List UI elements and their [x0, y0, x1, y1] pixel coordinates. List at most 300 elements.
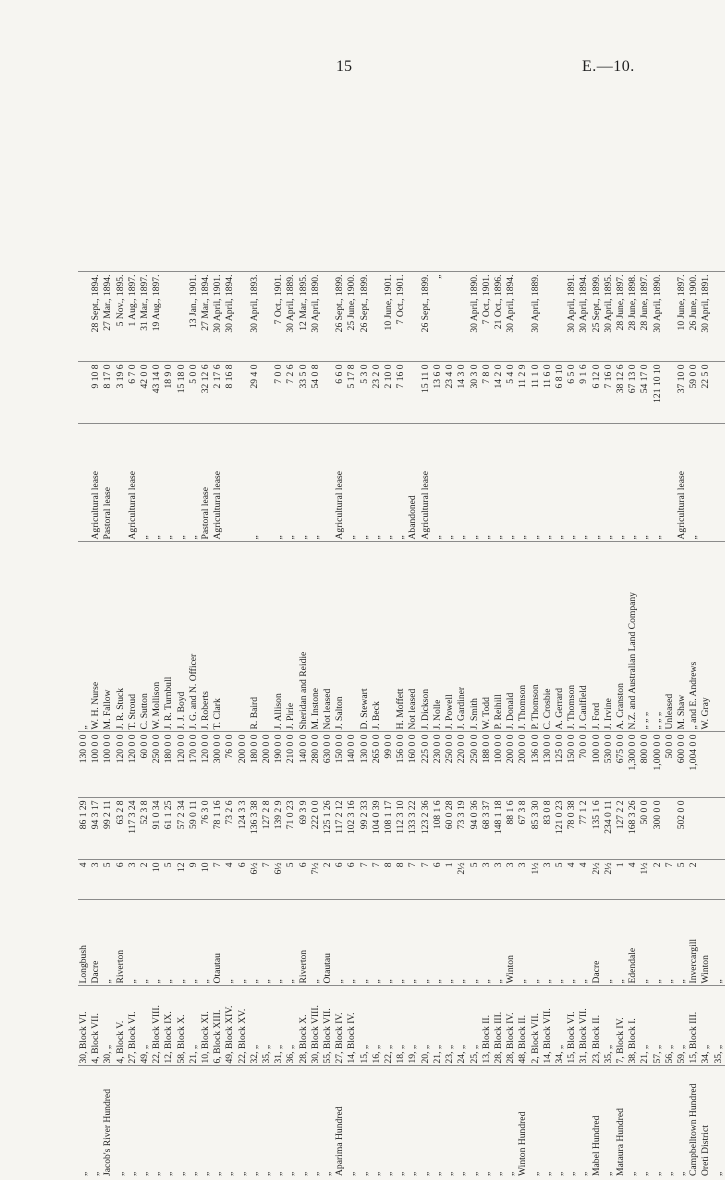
tenure-cell: „	[383, 424, 395, 542]
area-cell: 102 3 16	[346, 798, 358, 860]
remarks-cell	[676, 88, 688, 272]
lessee-cell: C. Sutton	[139, 542, 151, 732]
remarks-cell	[212, 88, 224, 272]
date-cell: 19 Aug., 1897.	[151, 272, 163, 362]
lessee-cell: W. H. Nurse	[90, 542, 102, 732]
lessee-cell	[224, 542, 236, 732]
value-cell: 130 0 0	[542, 732, 554, 798]
rental-cell: 8 17 0	[102, 362, 114, 424]
district-cell: „	[456, 1171, 468, 1176]
district-cell: „	[358, 1171, 370, 1176]
survey-district-cell: „	[713, 900, 725, 986]
date-cell: 30 April, 1895.	[603, 272, 615, 362]
lessee-cell: Unleased	[664, 542, 676, 732]
value-cell: 120 0 0	[200, 732, 212, 798]
district-cell: „	[663, 1171, 675, 1176]
rental-cell: 13 6 0	[432, 362, 444, 424]
lessee-cell: Not leased	[322, 542, 334, 732]
district-cell: „	[285, 1171, 297, 1176]
distance-cell: 5	[102, 860, 114, 900]
remarks-cell	[310, 88, 322, 272]
date-cell	[237, 272, 249, 362]
rental-cell: 22 5 0	[700, 362, 712, 424]
date-cell: 30 April, 1890.	[310, 272, 322, 362]
date-cell: 28 June, 1897.	[615, 272, 627, 362]
rental-cell: 9 1 6	[578, 362, 590, 424]
tenure-cell: „	[615, 424, 627, 542]
area-cell: 112 3 10	[395, 798, 407, 860]
section-cell: 48, Block II.	[517, 986, 529, 1066]
date-cell	[456, 272, 468, 362]
value-cell: 100 0 0	[493, 732, 505, 798]
lessee-cell: J. Gardiner	[456, 542, 468, 732]
area-cell: 108 1 6	[432, 798, 444, 860]
survey-district-cell: „	[224, 900, 236, 986]
tenure-cell: „	[395, 424, 407, 542]
section-cell: 13, Block II.	[481, 986, 493, 1066]
survey-district-cell: Otautau	[322, 900, 334, 986]
date-cell: 30 April, 1893.	[249, 272, 261, 362]
remarks-cell	[615, 88, 627, 272]
table-row	[151, 88, 163, 1178]
section-cell: 34, „	[700, 986, 712, 1066]
district-cell: „	[187, 1171, 199, 1176]
date-cell: 25 June, 1900.	[346, 272, 358, 362]
rental-cell	[407, 362, 419, 424]
distance-cell: 12	[176, 860, 188, 900]
tenure-cell	[261, 424, 273, 542]
remarks-cell	[298, 88, 310, 272]
section-cell: 15, Block III.	[688, 986, 700, 1066]
district-cell: „	[627, 1171, 639, 1176]
table-row	[188, 88, 200, 1178]
tenure-cell: „	[139, 424, 151, 542]
table-row	[371, 88, 383, 1178]
date-cell	[78, 272, 90, 362]
survey-district-cell: „	[188, 900, 200, 986]
area-cell: 502 0 0	[676, 798, 688, 860]
tenure-cell: „	[310, 424, 322, 542]
tenure-cell: „	[554, 424, 566, 542]
distance-cell: 3	[493, 860, 505, 900]
district-cell: „	[395, 1171, 407, 1176]
section-cell: 10, Block XI.	[200, 986, 212, 1066]
section-cell: 15, Block VI.	[566, 986, 578, 1066]
rental-cell: 23 4 0	[444, 362, 456, 424]
value-cell: 170 0 0	[188, 732, 200, 798]
area-cell: 60 0 28	[444, 798, 456, 860]
district-cell: Campbelltown Hundred	[688, 1083, 700, 1176]
section-cell: 14, Block VII.	[542, 986, 554, 1066]
date-cell: 10 June, 1897.	[676, 272, 688, 362]
survey-district-cell: „	[566, 900, 578, 986]
area-cell: 76 3 0	[200, 798, 212, 860]
survey-district-cell: „	[334, 900, 346, 986]
area-cell: 117 2 12	[334, 798, 346, 860]
date-cell: 10 June, 1901.	[383, 272, 395, 362]
survey-district-cell: Winton	[505, 900, 517, 986]
survey-district-cell: „	[139, 900, 151, 986]
table-row	[639, 88, 651, 1178]
remarks-cell	[395, 88, 407, 272]
date-cell	[371, 272, 383, 362]
remarks-cell	[566, 88, 578, 272]
section-cell: 56, „	[664, 986, 676, 1066]
tenure-cell: „	[627, 424, 639, 542]
district-cell: „	[163, 1171, 175, 1176]
district-cell: „	[578, 1171, 590, 1176]
section-cell: 55, Block VII.	[322, 986, 334, 1066]
remarks-cell	[200, 88, 212, 272]
value-cell: 190 0 0	[273, 732, 285, 798]
remarks-cell	[102, 88, 114, 272]
table-row	[664, 88, 676, 1178]
value-cell: 60 0 0	[139, 732, 151, 798]
lessee-cell: M. Shaw	[676, 542, 688, 732]
survey-district-cell: „	[517, 900, 529, 986]
date-cell: 26 June, 1900.	[688, 272, 700, 362]
rotated-table-container	[78, 88, 724, 1178]
district-cell: „	[212, 1171, 224, 1176]
table-row	[432, 88, 444, 1178]
area-cell: 50 0 0	[639, 798, 651, 860]
tenure-cell	[700, 424, 712, 542]
tenure-cell: „	[566, 424, 578, 542]
page-number: 15	[336, 58, 352, 75]
distance-cell: 7	[212, 860, 224, 900]
district-cell: „	[151, 1171, 163, 1176]
table-row	[407, 88, 419, 1178]
tenure-cell: „	[517, 424, 529, 542]
remarks-cell	[542, 88, 554, 272]
survey-district-cell: „	[285, 900, 297, 986]
district-cell: „	[407, 1171, 419, 1176]
table-row	[237, 88, 249, 1178]
distance-cell: 3	[505, 860, 517, 900]
rental-cell: 121 10 10	[652, 362, 664, 424]
area-cell: 69 3 9	[298, 798, 310, 860]
distance-cell: 7	[359, 860, 371, 900]
survey-district-cell: „	[432, 900, 444, 986]
lessee-cell: J. Irvine	[603, 542, 615, 732]
value-cell: 100 0 0	[102, 732, 114, 798]
tenure-cell: „	[603, 424, 615, 542]
remarks-cell	[163, 88, 175, 272]
area-cell: 148 1 18	[493, 798, 505, 860]
date-cell: 12 Mar., 1895.	[298, 272, 310, 362]
remarks-cell	[481, 88, 493, 272]
area-cell: 57 2 34	[176, 798, 188, 860]
lessee-cell: J. Roberts	[200, 542, 212, 732]
area-cell: 73 2 6	[224, 798, 236, 860]
lessee-cell: J. Pirie	[285, 542, 297, 732]
lessee-cell	[713, 542, 725, 732]
tenure-cell: „	[285, 424, 297, 542]
date-cell: 31 Mar., 1897.	[139, 272, 151, 362]
lessee-cell: Not leased	[407, 542, 419, 732]
section-cell: 22, Block XV.	[237, 986, 249, 1066]
lessee-cell: N.Z. and Australian Land Company	[627, 542, 639, 732]
remarks-cell	[261, 88, 273, 272]
table-row	[176, 88, 188, 1178]
distance-cell: 7	[371, 860, 383, 900]
section-cell: 38, Block I.	[627, 986, 639, 1066]
date-cell: 26 Sept., 1899.	[334, 272, 346, 362]
survey-district-cell: „	[578, 900, 590, 986]
value-cell: 156 0 0	[395, 732, 407, 798]
distance-cell: 6	[237, 860, 249, 900]
area-cell: 88 1 6	[505, 798, 517, 860]
district-cell: „	[431, 1171, 443, 1176]
table-row	[163, 88, 175, 1178]
district-cell: Mabel Hundred	[590, 1115, 602, 1176]
survey-district-cell: „	[420, 900, 432, 986]
tenure-cell: Agricultural lease	[127, 424, 139, 542]
remarks-cell	[627, 88, 639, 272]
district-cell: Mataura Hundred	[614, 1108, 626, 1176]
tenure-cell: „	[591, 424, 603, 542]
value-cell: 200 0 0	[237, 732, 249, 798]
survey-district-cell: „	[407, 900, 419, 986]
distance-cell: 2½	[591, 860, 603, 900]
section-cell: 22, „	[383, 986, 395, 1066]
tenure-cell: „	[505, 424, 517, 542]
area-cell: 117 3 24	[127, 798, 139, 860]
area-cell: 61 1 25	[163, 798, 175, 860]
date-cell: 13 Jan., 1901.	[188, 272, 200, 362]
rental-cell: 5 4 0	[505, 362, 517, 424]
tenure-cell: Pastoral lease	[102, 424, 114, 542]
district-cell: „	[78, 1171, 89, 1176]
lessee-cell: H. Moffett	[395, 542, 407, 732]
tenure-cell: „	[298, 424, 310, 542]
section-cell: 23, „	[444, 986, 456, 1066]
lessee-cell: J. Thomson	[517, 542, 529, 732]
distance-cell: 3	[90, 860, 102, 900]
table-row	[334, 88, 346, 1178]
area-cell: 91 0 34	[151, 798, 163, 860]
lessee-cell	[346, 542, 358, 732]
district-cell: Aparima Hundred	[334, 1106, 346, 1176]
remarks-cell	[346, 88, 358, 272]
survey-district-cell: „	[530, 900, 542, 986]
value-cell: 265 0 0	[371, 732, 383, 798]
date-cell: 28 June, 1898.	[627, 272, 639, 362]
district-cell: „	[541, 1171, 553, 1176]
lessee-cell: J. Donald	[505, 542, 517, 732]
rental-cell: 6 8 10	[554, 362, 566, 424]
district-cell: „	[383, 1171, 395, 1176]
date-cell	[322, 272, 334, 362]
survey-district-cell: „	[200, 900, 212, 986]
value-cell: 100 0 0	[90, 732, 102, 798]
area-cell	[700, 798, 712, 860]
area-cell: 94 3 17	[90, 798, 102, 860]
distance-cell: 7½	[310, 860, 322, 900]
district-cell: „	[370, 1171, 382, 1176]
remarks-cell	[505, 88, 517, 272]
value-cell: 250 0 0	[151, 732, 163, 798]
tenure-cell: „	[688, 424, 700, 542]
distance-cell: 10	[151, 860, 163, 900]
district-cell: „	[480, 1171, 492, 1176]
rental-cell	[322, 362, 334, 424]
section-cell: 27, Block VI.	[127, 986, 139, 1066]
remarks-cell	[578, 88, 590, 272]
rental-cell: 3 19 6	[115, 362, 127, 424]
date-cell: 30 April, 1894.	[578, 272, 590, 362]
section-cell: 49, „	[139, 986, 151, 1066]
lessee-cell: W. Mollison	[151, 542, 163, 732]
distance-cell: 2	[322, 860, 334, 900]
section-cell: 22, Block VIII.	[151, 986, 163, 1066]
date-cell	[713, 272, 725, 362]
rental-cell	[78, 362, 90, 424]
remarks-cell	[273, 88, 285, 272]
table-row	[90, 88, 102, 1178]
lessee-cell: J. Dickson	[420, 542, 432, 732]
survey-district-cell: „	[237, 900, 249, 986]
distance-cell: 5	[469, 860, 481, 900]
section-cell: 7, Block IV.	[615, 986, 627, 1066]
district-cell: „	[114, 1171, 126, 1176]
page-code: E.—10.	[582, 58, 635, 75]
remarks-cell	[359, 88, 371, 272]
area-cell: 78 0 38	[566, 798, 578, 860]
distance-cell: 10	[200, 860, 212, 900]
distance-cell: 4	[566, 860, 578, 900]
district-cell: „	[675, 1171, 687, 1176]
tenure-cell: „	[456, 424, 468, 542]
rental-cell: 14 2 0	[493, 362, 505, 424]
section-cell: 16, „	[371, 986, 383, 1066]
tenure-cell: „	[188, 424, 200, 542]
district-cell: „	[468, 1171, 480, 1176]
rental-cell: 43 14 0	[151, 362, 163, 424]
remarks-cell	[420, 88, 432, 272]
section-cell: 27, Block IV.	[334, 986, 346, 1066]
value-cell: 220 0 0	[456, 732, 468, 798]
section-cell: 19, „	[407, 986, 419, 1066]
distance-cell: 8	[383, 860, 395, 900]
area-cell: 125 1 26	[322, 798, 334, 860]
remarks-cell	[188, 88, 200, 272]
survey-district-cell: „	[554, 900, 566, 986]
date-cell	[261, 272, 273, 362]
lessee-cell: „	[78, 542, 90, 732]
area-cell: 300 0 0	[652, 798, 664, 860]
district-cell: Winton Hundred	[517, 1111, 529, 1176]
lessee-cell	[383, 542, 395, 732]
district-cell: „	[309, 1171, 321, 1176]
value-cell: 188 0 0	[481, 732, 493, 798]
remarks-cell	[115, 88, 127, 272]
tenure-cell: „	[481, 424, 493, 542]
table-row	[578, 88, 590, 1178]
rental-cell: 23 2 0	[371, 362, 383, 424]
table-row	[542, 88, 554, 1178]
value-cell: 230 0 0	[432, 732, 444, 798]
area-cell: 127 2 8	[261, 798, 273, 860]
date-cell: 25 Sept., 1899.	[591, 272, 603, 362]
section-cell: 28, Block X.	[298, 986, 310, 1066]
district-cell: „	[236, 1171, 248, 1176]
value-cell: 675 0 0	[615, 732, 627, 798]
district-cell: „	[553, 1171, 565, 1176]
district-cell: „	[90, 1171, 102, 1176]
value-cell: 200 0 0	[505, 732, 517, 798]
tenure-cell: „	[469, 424, 481, 542]
district-cell: „	[175, 1171, 187, 1176]
date-cell: 28 June, 1897.	[639, 272, 651, 362]
rental-cell: 32 12 6	[200, 362, 212, 424]
district-cell: „	[419, 1171, 431, 1176]
lessee-cell: W. Gray	[700, 542, 712, 732]
rental-cell: 11 2 9	[517, 362, 529, 424]
district-cell: „	[566, 1171, 578, 1176]
table-row	[493, 88, 505, 1178]
section-cell: 25, „	[469, 986, 481, 1066]
remarks-cell	[224, 88, 236, 272]
area-cell	[713, 798, 725, 860]
section-cell: 36, „	[285, 986, 297, 1066]
survey-district-cell: „	[542, 900, 554, 986]
remarks-cell	[700, 88, 712, 272]
lessee-cell	[237, 542, 249, 732]
lessee-cell: T. Clark	[212, 542, 224, 732]
area-cell: 222 0 0	[310, 798, 322, 860]
area-cell: 99 2 11	[102, 798, 114, 860]
tenure-cell: „	[542, 424, 554, 542]
date-cell: 21 Oct., 1896.	[493, 272, 505, 362]
distance-cell: 6	[334, 860, 346, 900]
rental-cell	[237, 362, 249, 424]
remarks-cell	[469, 88, 481, 272]
lessee-cell: Sheridan and Reidie	[298, 542, 310, 732]
rental-cell: 14 3 0	[456, 362, 468, 424]
rental-cell: 67 13 0	[627, 362, 639, 424]
remarks-cell	[456, 88, 468, 272]
survey-district-cell: „	[371, 900, 383, 986]
section-cell: 28, Block IV.	[505, 986, 517, 1066]
survey-district-cell: Winton	[700, 900, 712, 986]
survey-district-cell: „	[249, 900, 261, 986]
remarks-cell	[249, 88, 261, 272]
distance-cell: 5	[285, 860, 297, 900]
date-cell: 5 Nov., 1895.	[115, 272, 127, 362]
lessee-cell: M. Instone	[310, 542, 322, 732]
lessee-cell: P. Thomson	[530, 542, 542, 732]
remarks-cell	[639, 88, 651, 272]
rental-cell: 7 16 0	[603, 362, 615, 424]
rental-cell: 7 0 0	[273, 362, 285, 424]
date-cell: 26 Sept., 1899.	[420, 272, 432, 362]
distance-cell: 1	[615, 860, 627, 900]
value-cell: 180 0 0	[163, 732, 175, 798]
value-cell: 1,004 0 0	[688, 732, 700, 798]
district-cell: „	[273, 1171, 285, 1176]
table-row	[298, 88, 310, 1178]
remarks-cell	[554, 88, 566, 272]
distance-cell: 4	[224, 860, 236, 900]
distance-cell: 4	[78, 860, 90, 900]
area-cell	[664, 798, 676, 860]
survey-district-cell: „	[346, 900, 358, 986]
distance-cell: 2½	[603, 860, 615, 900]
area-cell: 234 0 11	[603, 798, 615, 860]
value-cell: 250 0 0	[469, 732, 481, 798]
tenure-cell: „	[346, 424, 358, 542]
